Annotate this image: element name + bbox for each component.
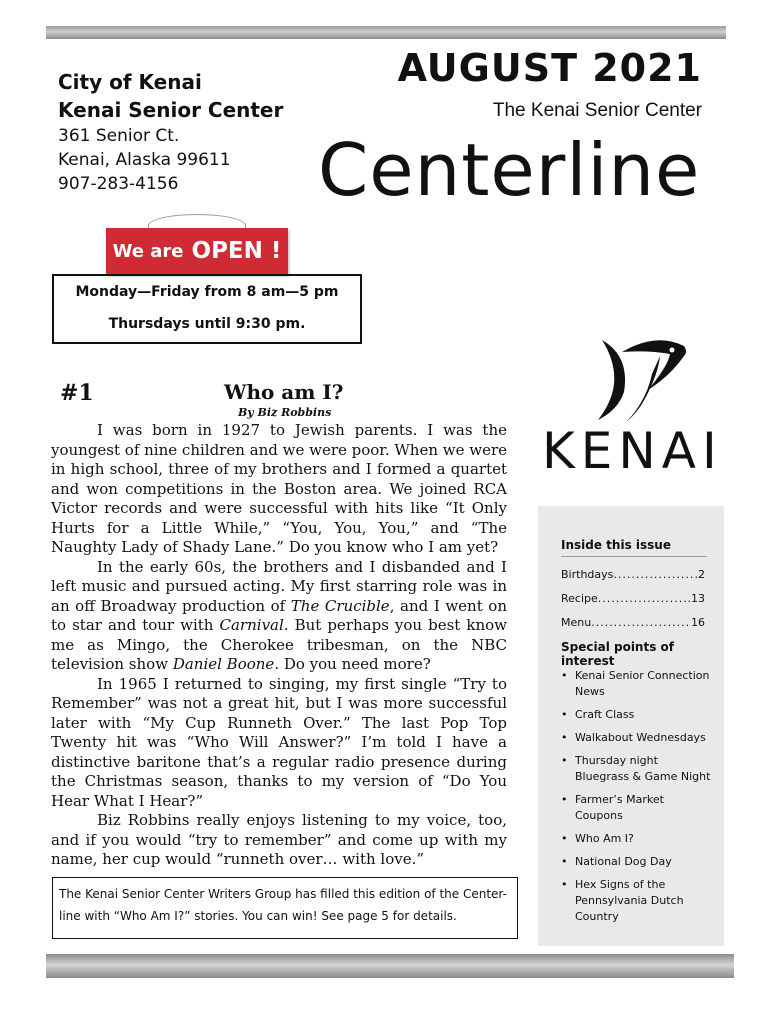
top-decorative-bar — [46, 26, 726, 39]
italic-title: Daniel Boone — [172, 655, 275, 673]
toc-item[interactable] — [561, 592, 705, 605]
list-item: • Kenai Senior Connection News — [561, 668, 711, 700]
note-line-1: The Kenai Senior Center Writers Group has filled this edition of the Center- — [59, 887, 507, 901]
phone-number: 907-283-4156 — [58, 174, 179, 194]
list-item: • Hex Signs of the Pennsylvania Dutch Country — [561, 877, 711, 925]
list-item: • Walkabout Wednesdays — [561, 730, 711, 746]
article-paragraph: Biz Robbins really enjoys listening to my voice, too, and if you would “try to remember” and come up with my name, her cup would “runneth over… with love.” — [51, 811, 507, 868]
sidebar — [538, 506, 724, 946]
inside-issue-heading: Inside this issue — [561, 538, 671, 552]
center-name: Kenai Senior Center — [58, 98, 284, 122]
sidebar-divider — [561, 556, 707, 557]
paragraph-text: , and I went on to star and tour with — [51, 596, 507, 634]
kenai-logo — [538, 292, 722, 504]
article-paragraph: In 1965 I returned to singing, my first single “Try to Remember” was not a great hit, but I was more successful later with “My Cup Runneth Over.” The last Pop Top Twenty hit was “Who Will Answer?” I’m told I have a distinctive baritone that’s a regular radio presence during the Christmas season, thanks to my version of “Do You Hear What I Hear?” — [51, 674, 507, 810]
list-item: • Farmer’s Market Coupons — [561, 792, 711, 824]
hours-box — [52, 274, 362, 344]
bottom-decorative-bar — [46, 954, 734, 978]
article-paragraph — [51, 558, 507, 675]
italic-title: Carnival — [219, 616, 284, 634]
toc-leader — [613, 568, 694, 581]
toc-label: Recipe — [561, 592, 598, 605]
open-sign — [106, 228, 288, 274]
issue-subtitle: The Kenai Senior Center — [492, 100, 702, 121]
toc-item[interactable] — [561, 616, 705, 629]
open-sign-prefix: We are — [112, 240, 184, 262]
article-byline: By Biz Robbins — [238, 406, 332, 419]
toc-label: Menu — [561, 616, 592, 629]
article-number: #1 — [60, 380, 94, 406]
toc-leader — [591, 616, 691, 629]
italic-title: The Crucible — [290, 596, 390, 615]
list-item: • Craft Class — [561, 707, 711, 723]
toc-page: .2 — [694, 568, 705, 581]
organization-block — [58, 68, 283, 196]
paragraph-text: . Do you need more? — [274, 655, 431, 673]
address-line-1: 361 Senior Ct. — [58, 126, 180, 146]
special-points-heading: Special points of interest — [561, 640, 674, 668]
toc-leader — [598, 592, 688, 605]
writers-group-note — [52, 877, 518, 939]
fish-logo-icon — [538, 292, 722, 422]
paragraph-text: In the early 60s, the brothers and I disbanded and I left music and pursued acting. My first starring role was in an off Broadway production of — [51, 557, 507, 615]
toc-page: 16 — [691, 616, 705, 629]
article-body — [51, 421, 507, 870]
paragraph-text: . But perhaps you best know me as Mingo, the Cherokee tribesman, on the NBC television show — [51, 616, 507, 673]
toc-page: .13 — [687, 592, 705, 605]
list-item: • Thursday night Bluegrass & Game Night — [561, 753, 711, 785]
kenai-logo-text: KENAI — [542, 422, 723, 480]
article-title: Who am I? — [224, 380, 344, 404]
article-paragraph: I was born in 1927 to Jewish parents. I was the youngest of nine children and we were poor. When we were in high school, three of my brothers and I formed a quartet and won competitions in the Boston area. We joined RCA Victor records and were successful with hits like “It Only Hurts for a Little While,” “You, You, You,” and “The Naughty Lady of Shady Lane.” Do you know who I am yet? — [51, 421, 507, 556]
hours-line-1: Monday—Friday from 8 am—5 pm — [75, 284, 339, 300]
issue-date: AUGUST 2021 — [397, 46, 702, 90]
newsletter-masthead: Centerline — [318, 128, 701, 212]
toc-label: Birthdays — [561, 568, 614, 581]
open-sign-emphasis: OPEN ! — [191, 238, 282, 264]
special-points-list — [561, 668, 711, 932]
hours-line-2: Thursdays until 9:30 pm. — [108, 316, 306, 332]
org-name: City of Kenai — [58, 70, 202, 94]
note-line-2: line with “Who Am I?” stories. You can win! See page 5 for details. — [59, 909, 457, 923]
list-item: • National Dog Day — [561, 854, 711, 870]
address-line-2: Kenai, Alaska 99611 — [58, 150, 231, 170]
toc-item[interactable] — [561, 568, 705, 581]
list-item: • Who Am I? — [561, 831, 711, 847]
